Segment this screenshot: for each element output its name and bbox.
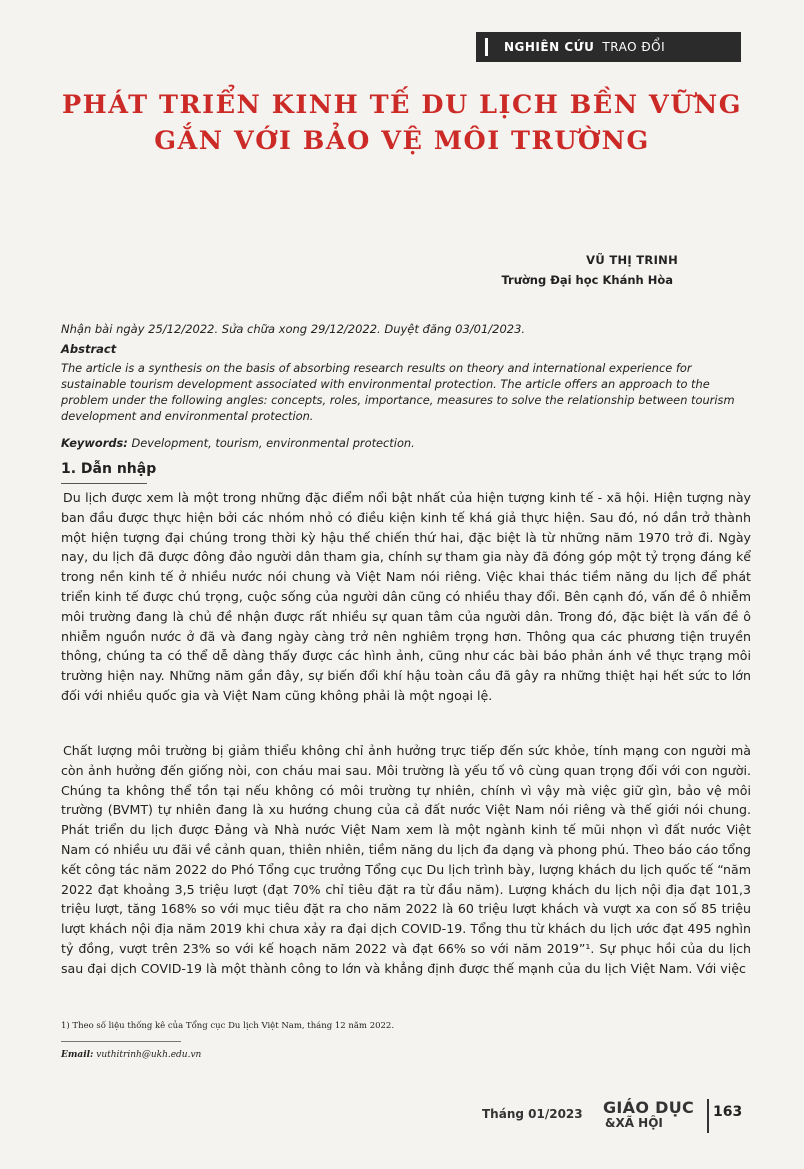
body-paragraph-1: Du lịch được xem là một trong những đặc điểm nổi bật nhất của hiện tượng kinh tế - xã hội. Hiện tượng này ban đầu được thực hiện bởi các nhóm nhỏ có điều kiện kinh tế khá giả thực hiện. Sau đó, nó dần trở thành một hiện tượng đại chúng trong thời kỳ hậu thế chiến thứ hai, đặc biệt là từ những năm 1970 trở đi. Ngày nay, du lịch đã được đông đảo người dân tham gia, chính sự tham gia này đã đóng góp một tỷ trọng đáng kể trong nền kinh tế ở nhiều nước nói chung và Việt Nam nói riêng. Việc khai thác tiềm năng du lịch để phát triển kinh tế được chú trọng, cuộc sống của người dân cũng có nhiều thay đổi. Bên cạnh đó, vấn đề ô nhiễm môi trường đang là chủ đề nhận được rất nhiều sự quan tâm của người dân. Trong đó, đặc biệt là vấn đề ô nhiễm nguồn nước ở đã và đang ngày càng trở nên nghiêm trọng hơn. Thông qua các phương tiện truyền thông, chúng ta có thể dễ dàng thấy được các hình ảnh, cũng như các bài báo phản ánh về thực trạng môi trường hiện nay. Những năm gần đây, sự biến đổi khí hậu toàn cầu đã gây ra những thiệt hại hết sức to lớn đối với nhiều quốc gia và Việt Nam cũng không phải là một ngoại lệ.: [61, 490, 751, 703]
author-affiliation: Trường Đại học Khánh Hòa: [501, 273, 673, 287]
body-paragraph-2: Chất lượng môi trường bị giảm thiểu không chỉ ảnh hưởng trực tiếp đến sức khỏe, tính mạng con người mà còn ảnh hưởng đến giống nòi, con cháu mai sau. Môi trường là yếu tố vô cùng quan trọng đối với con người. Chúng ta không thể tồn tại nếu không có môi trường tự nhiên, chính vì vậy mà việc giữ gìn, bảo vệ môi trường (BVMT) tự nhiên đang là xu hướng chung của cả đất nước Việt Nam nói riêng và thế giới nói chung. Phát triển du lịch được Đảng và Nhà nước Việt Nam xem là một ngành kinh tế mũi nhọn vì đất nước Việt Nam có nhiều ưu đãi về cảnh quan, thiên nhiên, tiềm năng du lịch đa dạng và phong phú. Theo báo cáo tổng kết công tác năm 2022 do Phó Tổng cục trưởng Tổng cục Du lịch trình bày, lượng khách du lịch quốc tế “năm 2022 đạt khoảng 3,5 triệu lượt (đạt 70% chỉ tiêu đặt ra từ đầu năm). Lượng khách du lịch nội địa đạt 101,3 triệu lượt, tăng 168% so với mục tiêu đặt ra cho năm 2022 là 60 triệu lượt khách và vượt xa con số 85 triệu lượt khách nội địa năm 2019 khi chưa xảy ra đại dịch COVID-19. Tổng thu từ khách du lịch ước đạt 495 nghìn tỷ đồng, vượt trên 23% so với kế hoạch năm 2022 và đạt 66% so với năm 2019”¹. Sự phục hồi của du lịch sau đại dịch COVID-19 là một thành công to lớn và khẳng định được thế mạnh của du lịch Việt Nam. Với việc: [61, 743, 751, 976]
issue-month: Tháng 01/2023: [482, 1107, 583, 1121]
keywords-text: Development, tourism, environmental protection.: [131, 436, 415, 450]
abstract-heading: Abstract: [61, 342, 117, 356]
footer-divider: [707, 1099, 709, 1133]
received-dates: Nhận bài ngày 25/12/2022. Sửa chữa xong 29/12/2022. Duyệt đăng 03/01/2023.: [61, 322, 526, 336]
keywords-label: Keywords:: [61, 436, 128, 450]
email-label: Email:: [61, 1050, 94, 1060]
section-header-tab: [476, 32, 741, 62]
subsection-label: TRAO ĐỔI: [602, 40, 666, 54]
section-label: NGHIÊN CỨU: [504, 40, 595, 54]
email-address[interactable]: vuthitrinh@ukh.edu.vn: [96, 1050, 202, 1060]
brand-line2: &XÃ HỘI: [605, 1116, 663, 1130]
brand-line1: GIÁO DỤC: [603, 1098, 695, 1117]
journal-brand: [603, 1100, 694, 1130]
author-email: [61, 1050, 201, 1060]
page-number: 163: [713, 1104, 743, 1120]
keywords: [61, 436, 751, 450]
footnote: 1) Theo số liệu thống kê của Tổng cục Du lịch Việt Nam, tháng 12 năm 2022.: [61, 1021, 395, 1031]
section-heading: 1. Dẫn nhập: [61, 461, 157, 477]
article-title-line1: PHÁT TRIỂN KINH TẾ DU LỊCH BỀN VỮNG: [61, 90, 743, 120]
article-title-line2: GẮN VỚI BẢO VỆ MÔI TRƯỜNG: [154, 126, 650, 156]
author-name: VŨ THỊ TRINH: [586, 253, 678, 267]
abstract-text: The article is a synthesis on the basis of absorbing research results on theory and international experience for sustainable tourism development associated with environmental protection. The article offers an approach to the problem under the following angles: concepts, roles, importance, measures to solve the relationship between tourism development and environmental protection.: [61, 361, 735, 424]
section-underline: [61, 483, 147, 484]
footnote-divider: [61, 1041, 181, 1042]
